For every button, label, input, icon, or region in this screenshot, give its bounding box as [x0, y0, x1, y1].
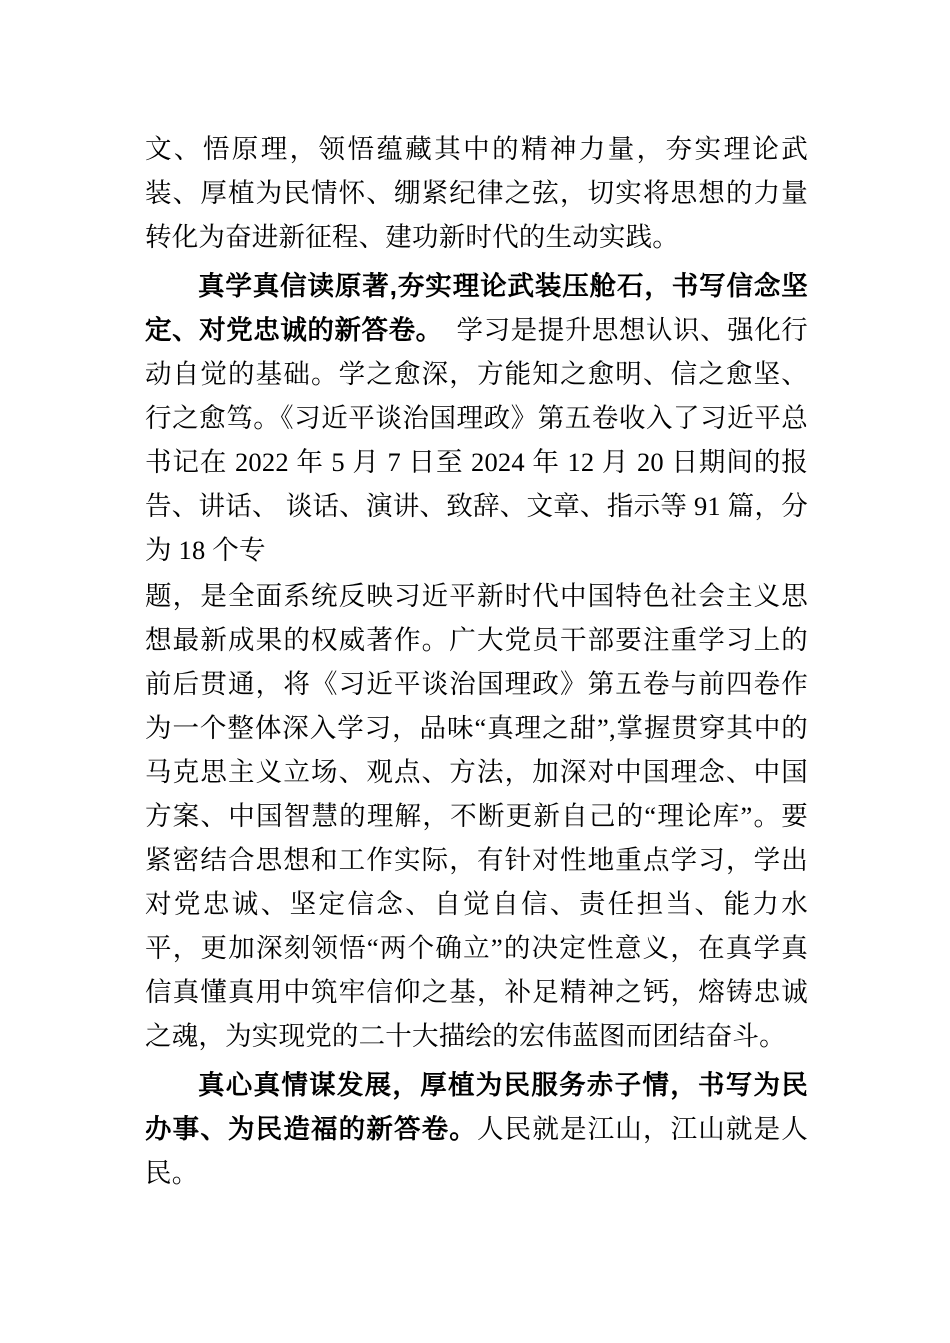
paragraph-continuation-body: 文、悟原理，领悟蕴藏其中的精神力量，夯实理论武装、厚植为民情怀、绷紧纪律之弦，切实将思想的力量转化为奋进新征程、建功新时代的生动实践。	[145, 134, 808, 252]
paragraph-study-theory-bold-lead: 真学真信读原著,夯实理论武装压舱石，书写信念坚定、对党忠诚的新答卷。	[145, 271, 808, 345]
paragraph-serve-people	[145, 1063, 808, 1195]
paragraph-serve-people-bold-lead: 真心真情谋发展，厚植为民服务赤子情，书写为民办事、为民造福的新答卷。	[145, 1070, 808, 1144]
paragraph-study-theory-body: 学习是提升思想认识、强化行动自觉的基础。学之愈深，方能知之愈明、信之愈坚、行之愈笃。《习近平谈治国理政》第五卷收入了习近平总书记在 2022 年 5 月 7 日至 2024 年 12 月 20 日期间的报告、讲话、 谈话、演讲、致辞、文章、指示等 91 篇，分为 18 个专	[145, 315, 808, 565]
paragraph-serve-people-body: 人民就是江山，江山就是人民。	[145, 1114, 808, 1188]
paragraph-study-theory-continued-body: 题，是全面系统反映习近平新时代中国特色社会主义思想最新成果的权威著作。广大党员干部要注重学习上的前后贯通，将《习近平谈治国理政》第五卷与前四卷作为一个整体深入学习，品味“真理之甜”,掌握贯穿其中的马克思主义立场、观点、方法，加深对中国理念、中国方案、中国智慧的理解，不断更新自己的“理论库”。要紧密结合思想和工作实际，有针对性地重点学习，学出对党忠诚、坚定信念、自觉自信、责任担当、能力水平，更加深刻领悟“两个确立”的决定性意义，在真学真信真懂真用中筑牢信仰之基，补足精神之钙，熔铸忠诚之魂，为实现党的二十大描绘的宏伟蓝图而团结奋斗。	[145, 581, 808, 1051]
paragraph-study-theory	[145, 264, 808, 572]
paragraph-study-theory-continued	[145, 574, 808, 1058]
paragraph-continuation	[145, 127, 808, 259]
